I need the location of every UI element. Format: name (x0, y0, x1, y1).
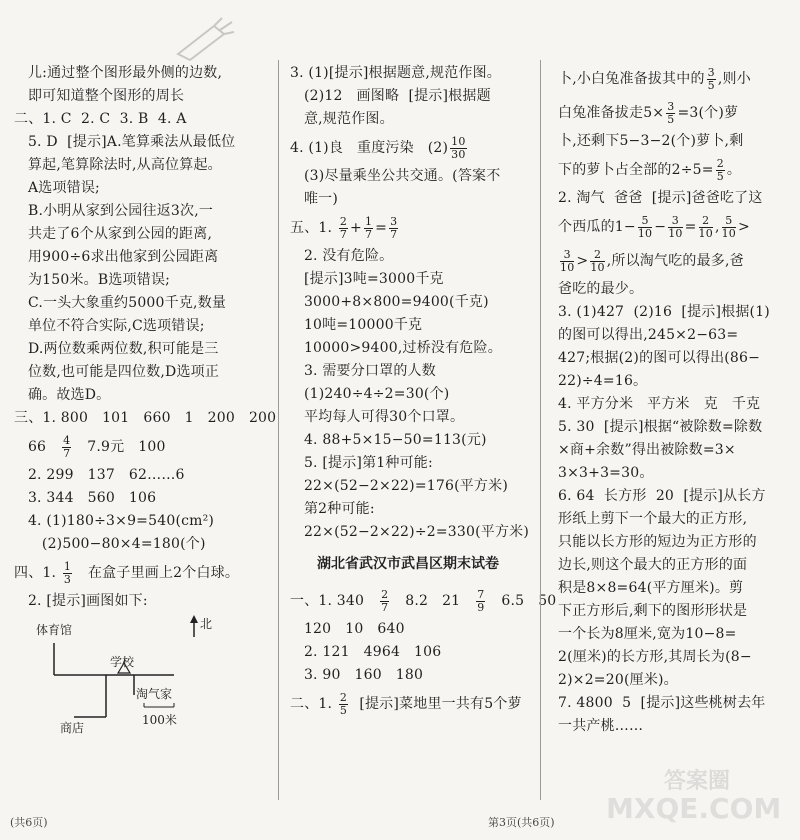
answer-line: 2. 299 137 62……6 (14, 467, 185, 483)
answer-line: [提示]3吨=3000千克 (290, 271, 444, 287)
column-divider (278, 60, 279, 800)
answer-line: (2)500−80×4=180(个) (14, 536, 206, 552)
answer-line: 单位不符合实际,C选项错误; (14, 318, 205, 334)
answer-line: 下正方形后,剩下的图形形状是 (558, 603, 748, 619)
answer-line: 第2种可能: (290, 501, 375, 517)
answer-line: 爸吃的最少。 (558, 281, 644, 297)
answer-line: 120 10 640 (290, 621, 405, 637)
answer-line: B.小明从家到公园往返3次,一 (14, 203, 214, 219)
column-middle (290, 62, 557, 820)
answer-line: (2)12 画图略 [提示]根据题 (290, 88, 491, 104)
answer-line: 5. D [提示]A.笔算乘法从最低位 (14, 134, 236, 150)
answer-line: 形纸上剪下一个最大的正方形, (558, 511, 748, 527)
answer-line: 2. 121 4964 106 (290, 644, 442, 660)
answer-line: 共走了6个从家到公园的距离, (14, 226, 213, 242)
answer-line: 一共产桃…… (558, 718, 644, 734)
answer-line: 66 $\frac{4}{7}$ 7.9元 100 (14, 433, 166, 460)
answer-line: 4. (1)180÷3×9=540(cm²) (14, 513, 215, 529)
answer-line: 意,规范作图。 (290, 111, 394, 127)
answer-line: 4. 平方分米 平方米 克 千克 (558, 396, 761, 412)
answer-line: (3)尽量乘坐公共交通。(答案不 (290, 168, 501, 184)
answer-line: 即可知道整个图形的周长 (14, 88, 185, 104)
answer-line: 的图可以得出,245×2−63= (558, 327, 739, 343)
column-left (14, 62, 277, 820)
answer-line: 2. [提示]画图如下: (14, 593, 148, 609)
answer-line: 二、1. C 2. C 3. B 4. A (14, 111, 187, 127)
column-divider (540, 60, 541, 800)
direction-map (14, 615, 254, 735)
answer-line: 7. 4800 5 [提示]这些桃树去年 (558, 695, 766, 711)
page-footer-left: (共6页) (10, 816, 48, 829)
answer-line: 只能以长方形的短边为正方形的 (558, 534, 757, 550)
site-watermark-logo (596, 764, 786, 824)
answer-line: 位数,也可能是四位数,D选项正 (14, 364, 220, 380)
answer-line: 积是8×8=64(平方厘米)。剪 (558, 580, 744, 596)
answer-line: 6. 64 长方形 20 [提示]从长方 (558, 488, 766, 504)
answer-line: A选项错误; (14, 180, 100, 196)
answer-line: 用900÷6求出他家到公园距离 (14, 249, 219, 265)
answer-line: 427;根据(2)的图可以得出(86− (558, 350, 761, 366)
map-label-taoqi-home: 淘气家 (136, 687, 173, 701)
answer-line: 5. [提示]第1种可能: (290, 455, 433, 471)
answer-line: D.两位数乘两位数,积可能是三 (14, 341, 219, 357)
answer-line: 4. 88+5×15−50=113(元) (290, 432, 487, 448)
answer-line: 三、1. 800 101 660 1 200 200 (14, 410, 277, 426)
answer-line: 五、1. $\frac{2}{7}$ + $\frac{1}{7}$ = $\frac{3}{7}$ (290, 214, 398, 241)
answer-line: 3. 344 560 106 (14, 490, 157, 506)
column-right (558, 62, 786, 820)
answer-line: 下的萝卜占全部的2÷5= $\frac{2}{5}$ 。 (558, 156, 742, 183)
map-label-gym: 体育馆 (36, 623, 73, 637)
answer-line: 为150米。B选项错误; (14, 272, 171, 288)
map-label-shop: 商店 (60, 721, 85, 735)
answer-line: 4. (1)良 重度污染 (2) $\frac{10}{30}$ (290, 134, 466, 161)
answer-line: 5. 30 [提示]根据“被除数=除数 (558, 419, 763, 435)
answer-line: 3000+8×800=9400(千克) (290, 294, 489, 310)
answer-line: ×商+余数”得出被除数=3× (558, 442, 736, 458)
answer-line: 卜,小白兔准备拔其中的 $\frac{3}{5}$ ,则小 (558, 65, 751, 92)
svg-text:答案圈: 答案圈 (664, 769, 731, 794)
answer-line: $\frac{3}{10}$ > $\frac{2}{10}$ ,所以淘气吃的最多,爸 (560, 247, 744, 274)
answer-line: 二、1. $\frac{2}{5}$ [提示]菜地里一共有5个萝 (290, 690, 522, 717)
answer-line: 平均每人可得30个口罩。 (290, 409, 465, 425)
answer-line: 3. 90 160 180 (290, 667, 424, 683)
map-label-school: 学校 (110, 655, 135, 669)
answer-line: 白兔准备拔走5× $\frac{3}{5}$ =3(个)萝 (558, 99, 739, 126)
answer-line: C.一头大象重约5000千克,数量 (14, 295, 227, 311)
answer-line: 确。故选D。 (14, 387, 111, 403)
svg-text:MXQE.COM: MXQE.COM (606, 792, 782, 825)
answer-line: 3. (1)427 (2)16 [提示]根据(1) (558, 304, 770, 320)
answer-line: 2. 没有危险。 (290, 248, 394, 264)
map-scale-label: 100米 (142, 713, 177, 727)
answer-line: 22×(52−2×22)=176(平方米) (290, 478, 508, 494)
answer-line: (1)240÷4÷2=30(个) (290, 386, 450, 402)
answer-line: 22×(52−2×22)÷2=330(平方米) (290, 524, 530, 540)
page-number: 第3页(共6页) (488, 816, 555, 829)
answer-line: 算起,笔算除法时,从高位算起。 (14, 157, 222, 173)
carrot-watermark-icon (170, 14, 240, 64)
answer-line: 22)÷4=16。 (558, 373, 648, 389)
answer-line: 10吨=10000千克 (290, 317, 423, 333)
answer-line: 3. (1)[提示]根据题意,规范作图。 (290, 65, 502, 81)
answer-line: 个西瓜的1− $\frac{5}{10}$ − $\frac{3}{10}$ = $\frac{2}{10}$ , $\frac{5}{10}$ > (558, 213, 750, 240)
answer-line: 一个长为8厘米,宽为10−8= (558, 626, 737, 642)
answer-line: 儿:通过整个图形最外侧的边数, (14, 65, 223, 81)
answer-line: 2. 淘气 爸爸 [提示]爸爸吃了这 (558, 190, 763, 206)
north-arrow-label: 北 (200, 617, 213, 631)
answer-line: 卜,还剩下5−3−2(个)萝卜,剩 (558, 133, 744, 149)
answer-line: 2(厘米)的长方形,其周长为(8− (558, 649, 752, 665)
answer-line: 边长,则这个最大的正方形的面 (558, 557, 748, 573)
answer-line: 3. 需要分口罩的人数 (290, 363, 436, 379)
answer-line: 一、1. 340 $\frac{2}{7}$ 8.2 21 $\frac{7}{9}$ 6.5 50 (290, 587, 557, 614)
answer-line: 2)×2=20(厘米)。 (558, 672, 678, 688)
exam-title: 湖北省武汉市武昌区期末试卷 (317, 556, 499, 572)
answer-line: 唯一) (290, 191, 339, 207)
answer-line: 四、1. $\frac{1}{3}$ 在盒子里画上2个白球。 (14, 559, 240, 586)
answer-line: 10000>9400,过桥没有危险。 (290, 340, 502, 356)
answer-line: 3×3+3=30。 (558, 465, 654, 481)
